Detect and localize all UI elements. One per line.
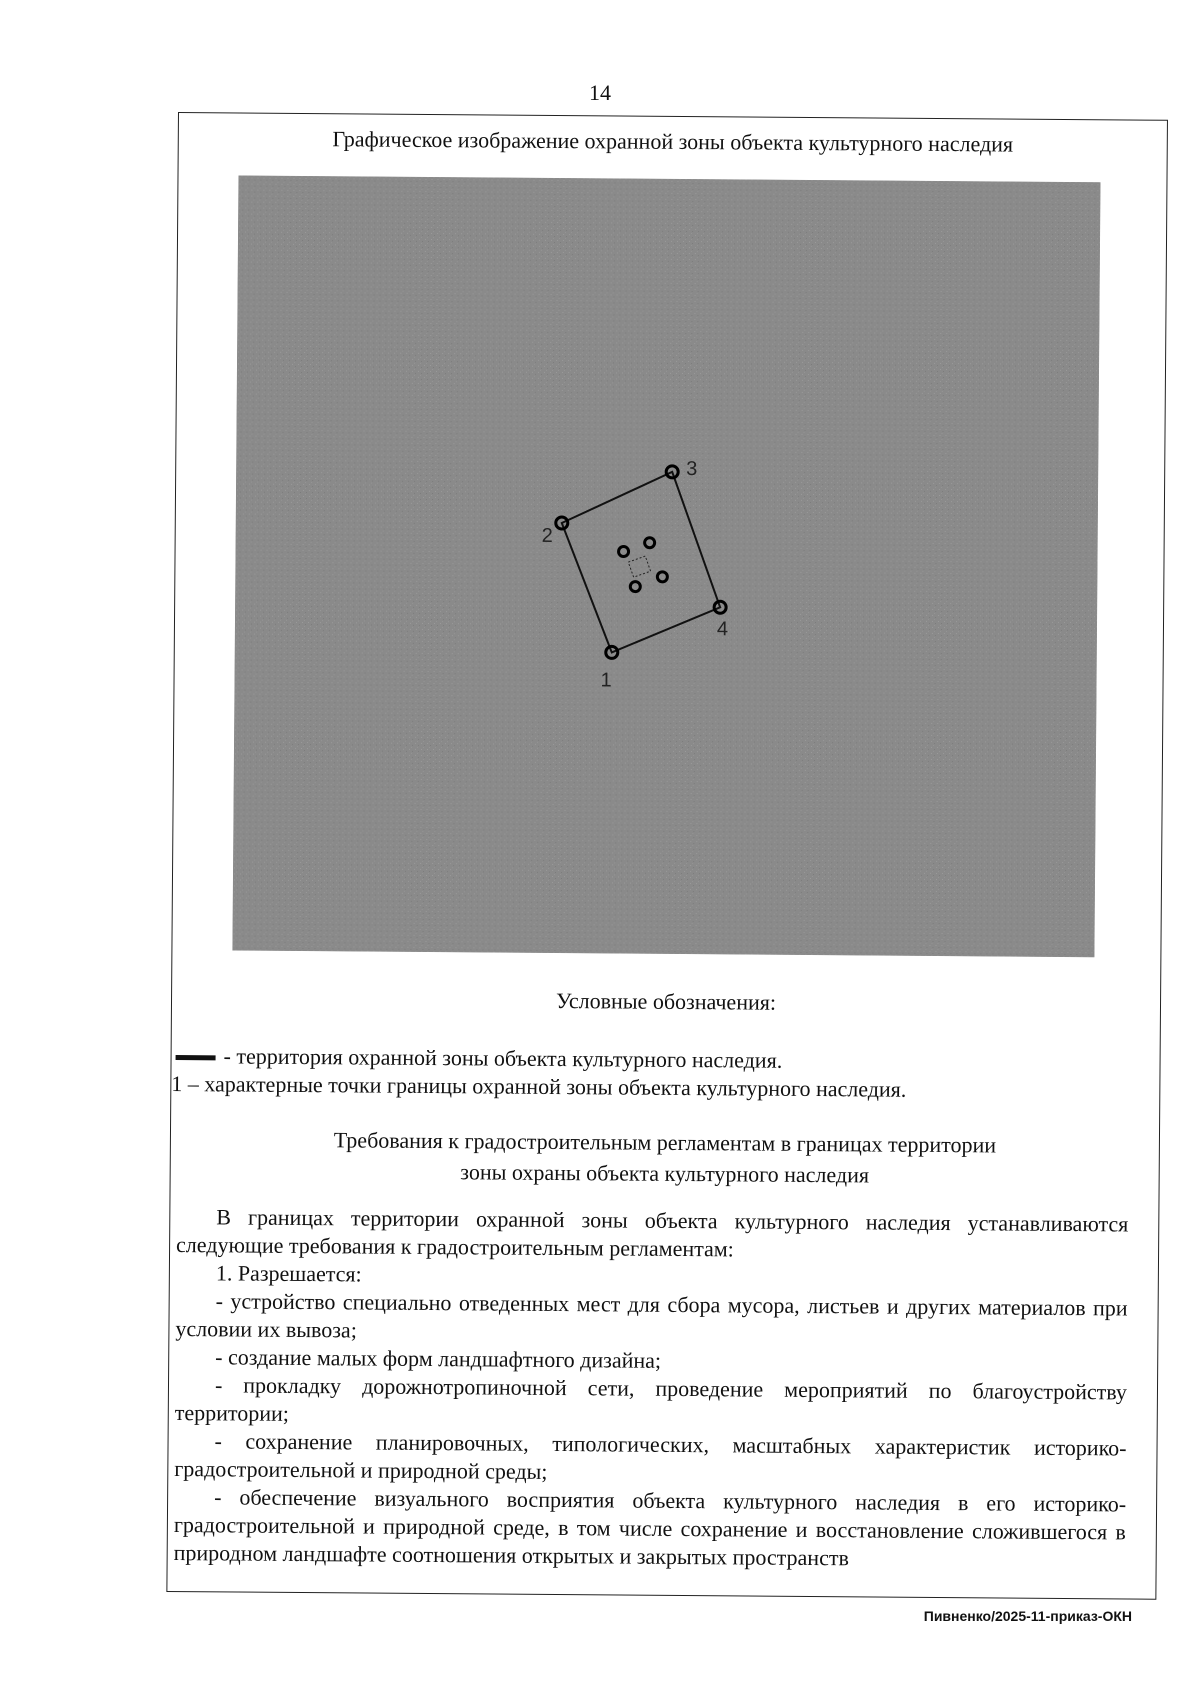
requirements-body: [174, 1203, 1129, 1574]
legend-points-text: 1 – характерные точки границы охранной зоны объекта культурного наследия.: [171, 1070, 907, 1102]
requirements-title-line: Требования к градостроительным регламентам в границах территории: [333, 1127, 997, 1158]
zone-map: [232, 175, 1100, 957]
point-label-1: 1: [600, 669, 612, 692]
legend-item-zone-line: [175, 1043, 782, 1074]
legend-item-points: [171, 1071, 906, 1103]
requirements-title-line: зоны охраны объекта культурного наследия: [460, 1159, 870, 1188]
page-number: 14: [589, 80, 611, 105]
paragraph: - создание малых форм ландшафтного дизайна;: [215, 1344, 662, 1373]
point-label-4: 4: [716, 618, 729, 641]
paragraph: - сохранение планировочных, типологических, масштабных характеристик историко-градостроительной и природной среды;: [174, 1428, 1127, 1484]
paragraph: - обеспечение визуального восприятия объекта культурного наследия в его историко-градостроительной и природной среде, в том числе сохранение и восстановление сложившегося в природном ландшафте соотношения открытых и закрытых пространств: [173, 1484, 1127, 1571]
paragraph: 1. Разрешается:: [215, 1260, 362, 1287]
paragraph: - устройство специально отведенных мест для сбора мусора, листьев и других материалов при условии их вывоза;: [175, 1288, 1128, 1343]
point-label-2: 2: [541, 524, 553, 547]
footer-document-code: Пивненко/2025-11-приказ-ОКН: [923, 1608, 1132, 1624]
legend-line-text: - территория охранной зоны объекта культурного наследия.: [223, 1043, 783, 1073]
content-frame: [166, 112, 1168, 1600]
point-label-3: 3: [686, 458, 698, 481]
paragraph: В границах территории охранной зоны объекта культурного наследия устанавливаются следующие требования к градостроительным регламентам:: [176, 1204, 1129, 1262]
frame-title: Графическое изображение охранной зоны объекта культурного наследия: [332, 126, 1014, 157]
legend-heading: Условные обозначения:: [555, 987, 777, 1015]
paragraph: - прокладку дорожнотропиночной сети, проведение мероприятий по благоустройству территории;: [174, 1372, 1128, 1426]
legend-line-swatch: [176, 1055, 216, 1060]
requirements-title: [171, 1123, 1159, 1193]
map-background: [232, 175, 1100, 957]
zone-map-drawing: [232, 175, 1100, 957]
